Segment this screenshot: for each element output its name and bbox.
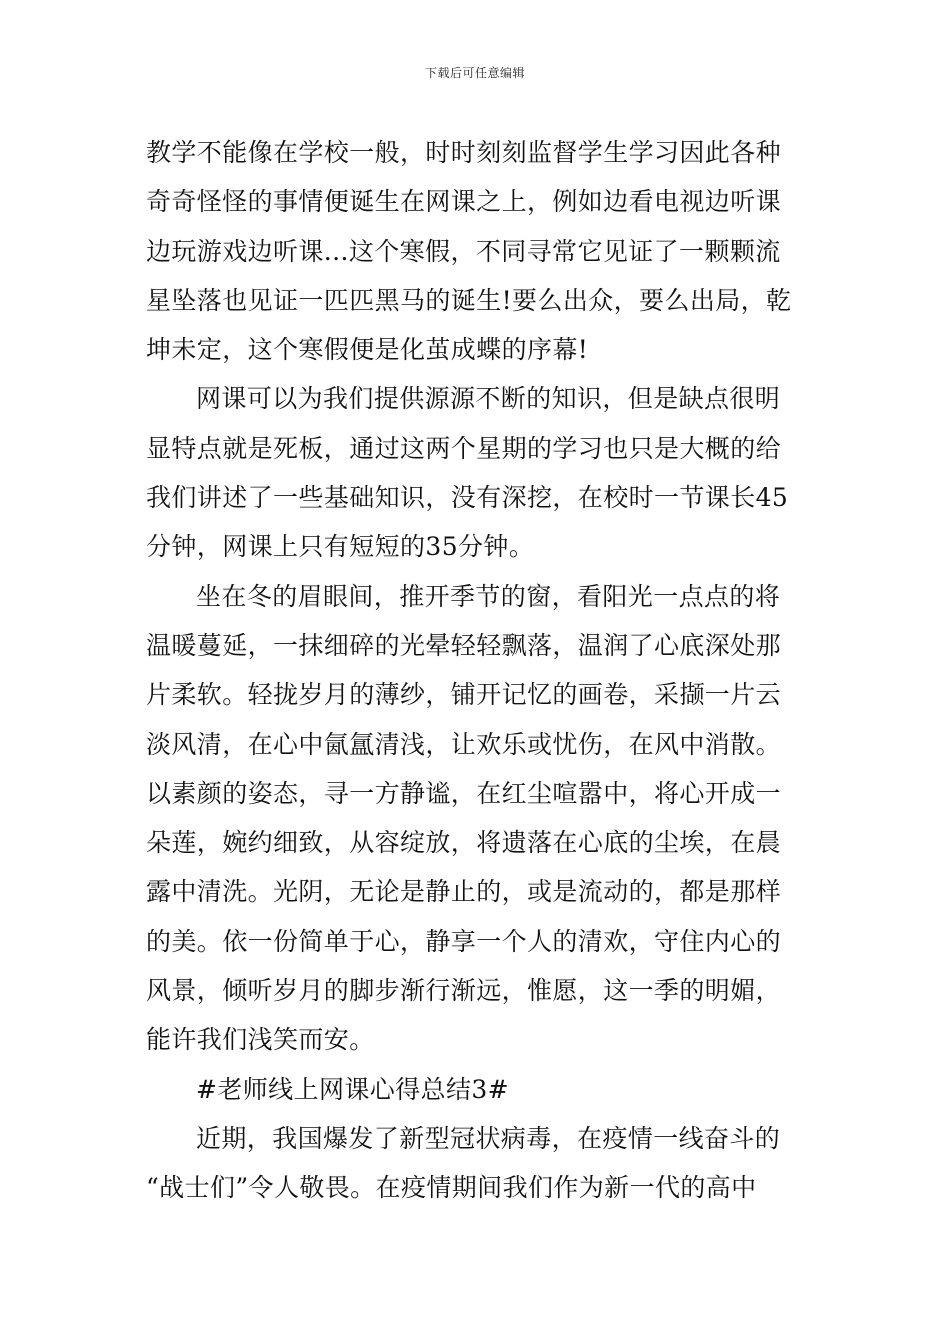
text-line: 星坠落也见证一匹匹黑马的诞生!要么出众，要么出局，乾 bbox=[146, 285, 792, 315]
text-line: 奇奇怪怪的事情便诞生在网课之上，例如边看电视边听课 bbox=[146, 187, 782, 217]
text-line: 教学不能像在学校一般，时时刻刻监督学生学习因此各种 bbox=[146, 138, 782, 167]
text-line: 显特点就是死板，通过这两个星期的学习也只是大概的给 bbox=[146, 433, 782, 463]
page-header: 下载后可任意编辑 bbox=[424, 66, 525, 80]
text-line: 淡风清，在心中氤氲清浅，让欢乐或忧伤，在风中消散。 bbox=[146, 729, 782, 759]
text-line: 我们讲述了一些基础知识，没有深挖，在校时一节课长45 bbox=[146, 483, 789, 513]
text-line: 以素颜的姿态，寻一方静谧，在红尘喧嚣中，将心开成一 bbox=[146, 778, 782, 808]
document-body bbox=[146, 128, 811, 1213]
paragraph-first-line: 网课可以为我们提供源源不断的知识，但是缺点很明 bbox=[196, 384, 781, 414]
text-line: 风景，倾听岁月的脚步渐行渐远，惟愿，这一季的明媚， bbox=[146, 976, 782, 1006]
text-line: 边玩游戏边听课...这个寒假，不同寻常它见证了一颗颗流 bbox=[146, 236, 781, 266]
section-heading: #老师线上网课心得总结3# bbox=[196, 1074, 510, 1104]
text-line: 的美。依一份简单于心，静享一个人的清欢，守住内心的 bbox=[146, 926, 782, 956]
text-line: “战士们”令人敬畏。在疫情期间我们作为新一代的高中 bbox=[146, 1173, 757, 1203]
text-line: 朵莲，婉约细致，从容绽放，将遗落在心底的尘埃，在晨 bbox=[146, 828, 782, 858]
text-line: 坤未定，这个寒假便是化茧成蝶的序幕! bbox=[146, 335, 589, 365]
text-line: 片柔软。轻拢岁月的薄纱，铺开记忆的画卷，采撷一片云 bbox=[146, 680, 782, 710]
text-line: 分钟，网课上只有短短的35分钟。 bbox=[146, 532, 535, 562]
paragraph-first-line: 坐在冬的眉眼间，推开季节的窗，看阳光一点点的将 bbox=[196, 581, 781, 611]
paragraph-first-line: 近期，我国爆发了新型冠状病毒，在疫情一线奋斗的 bbox=[196, 1123, 781, 1153]
text-line: 露中清洗。光阴，无论是静止的，或是流动的，都是那样 bbox=[146, 877, 782, 907]
text-line: 温暖蔓延，一抹细碎的光晕轻轻飘落，温润了心底深处那 bbox=[146, 630, 782, 660]
text-line: 能许我们浅笑而安。 bbox=[146, 1025, 375, 1055]
